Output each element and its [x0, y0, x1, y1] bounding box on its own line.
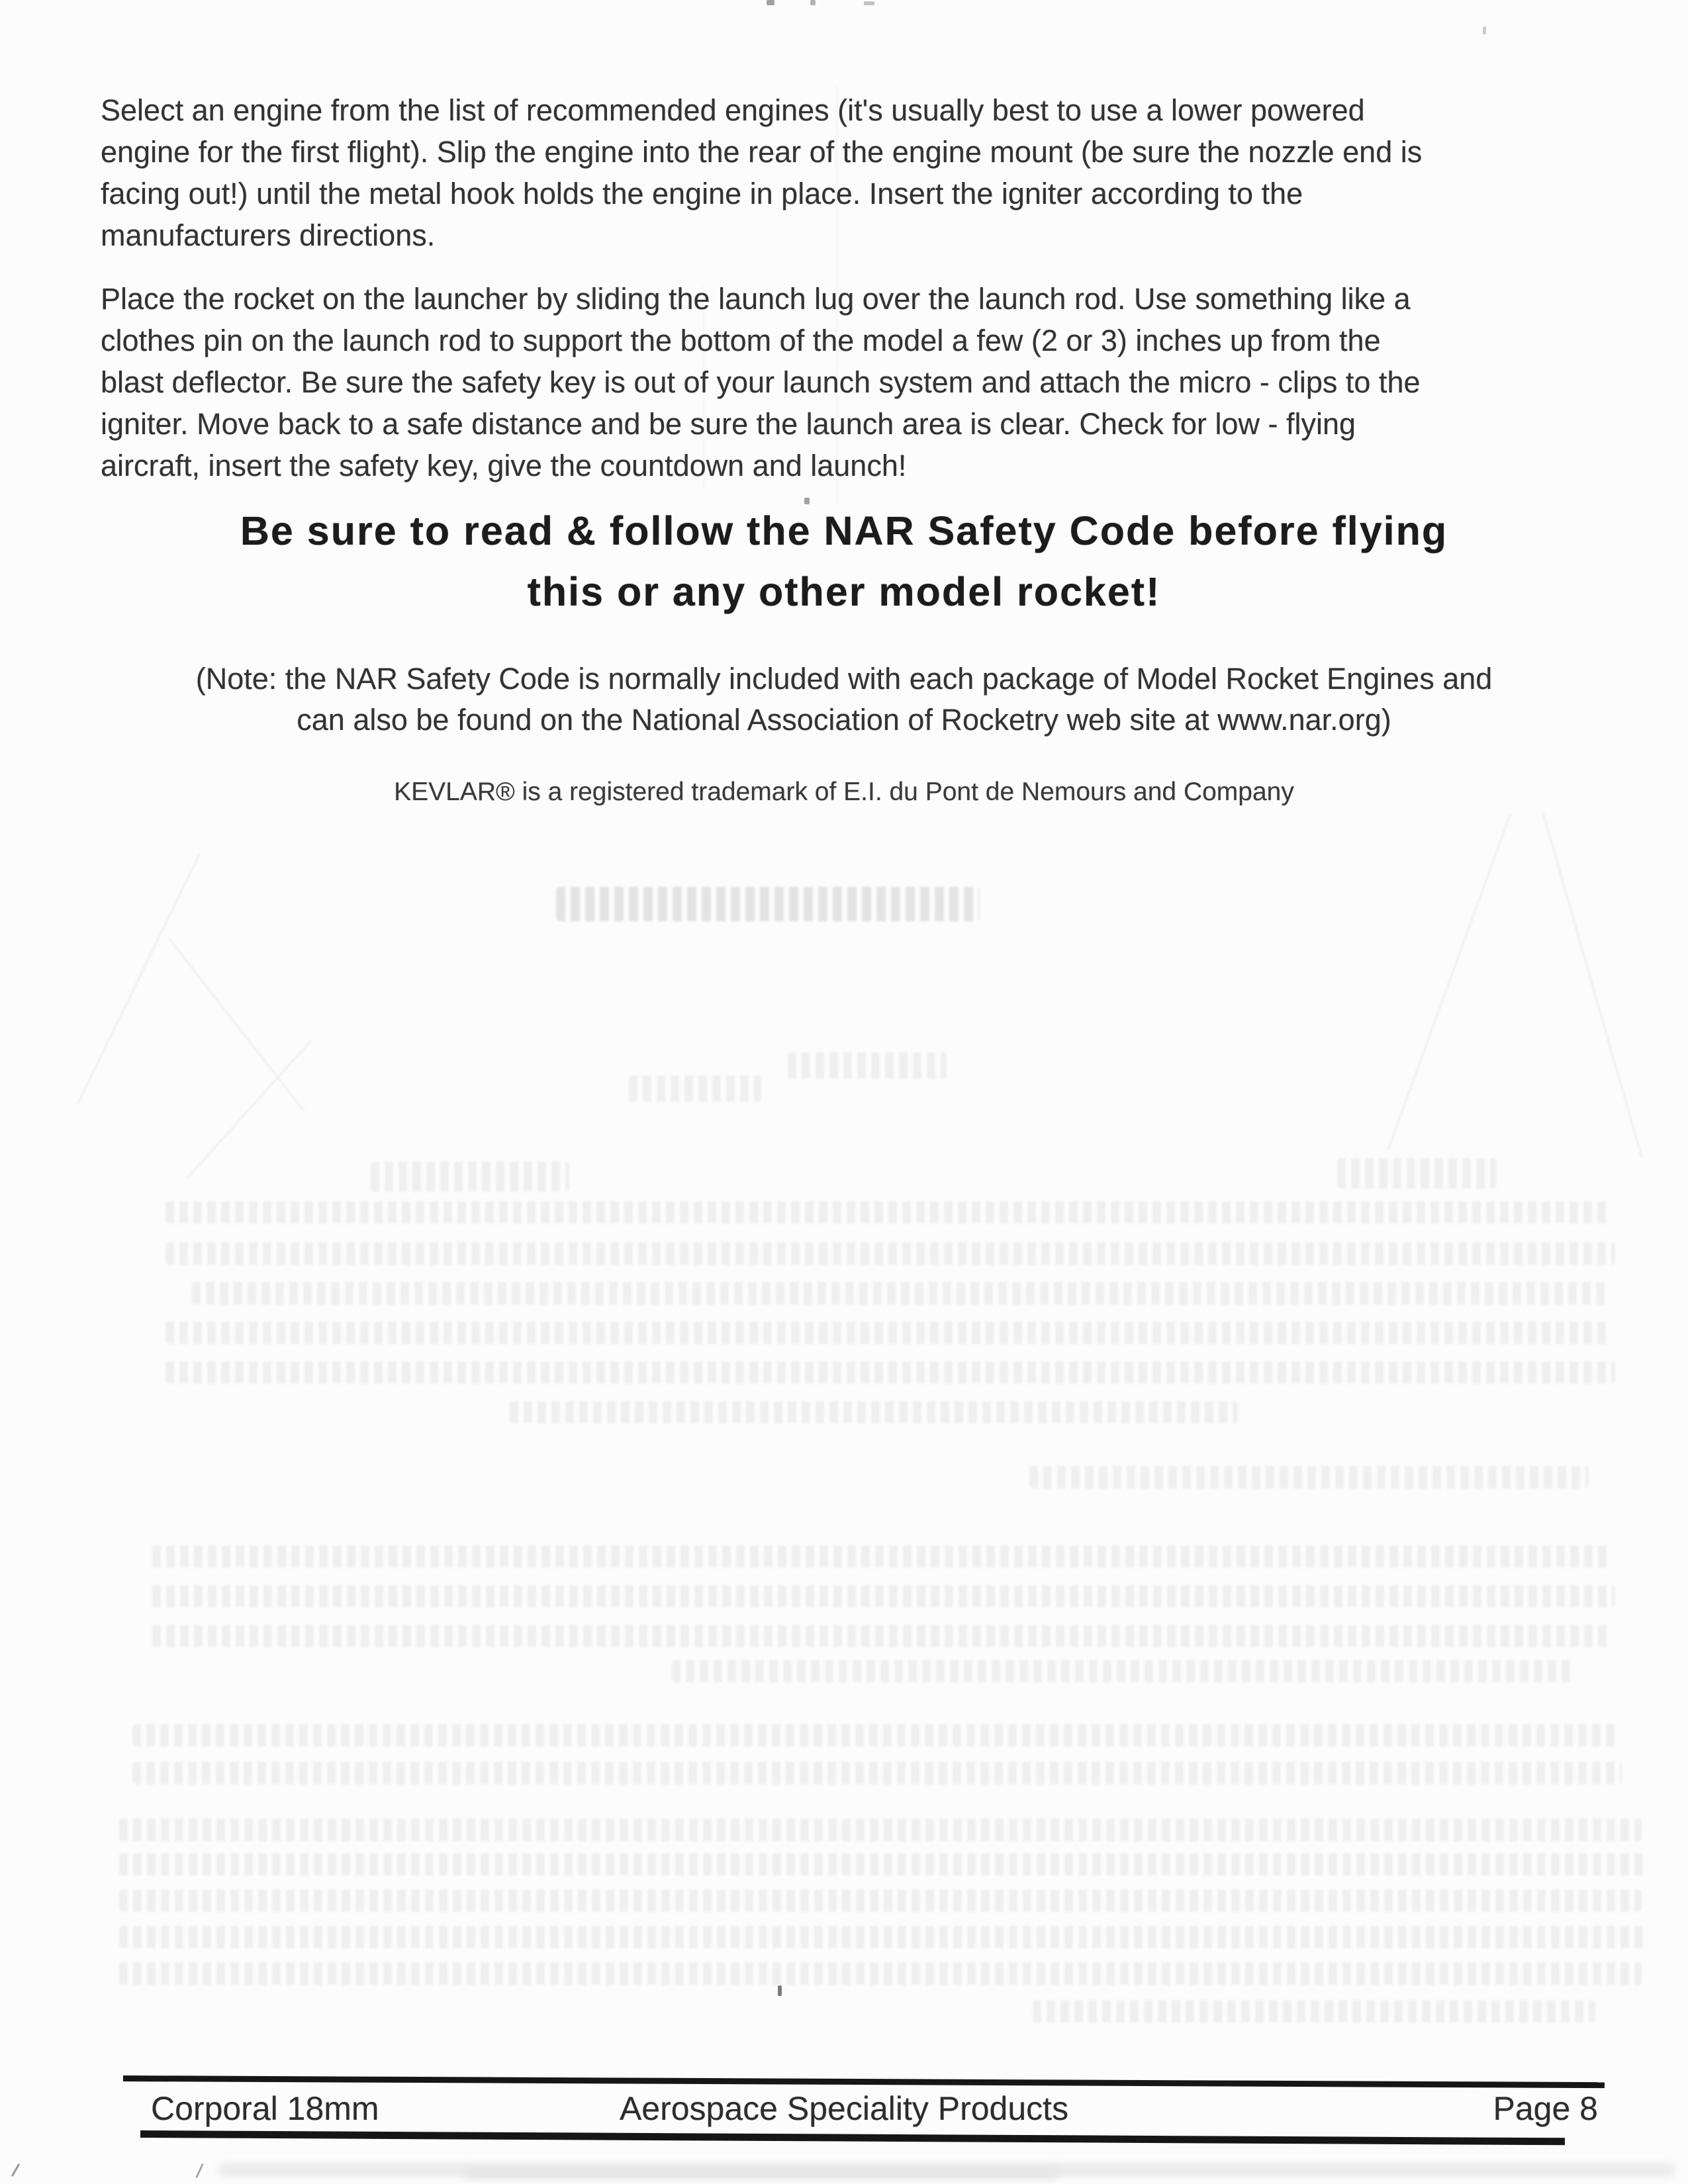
bleed-through-text-line: [1033, 2000, 1595, 2023]
scan-speck: [11, 2163, 21, 2177]
footer-top-rule: [123, 2075, 1605, 2088]
footer-page-number: Page 8: [1493, 2090, 1598, 2127]
bleed-through-diagram-line: [1387, 814, 1511, 1150]
bleed-through-text-line: [119, 1926, 1648, 1948]
bleed-through-text-line: [1029, 1466, 1589, 1488]
bleed-through-text-line: [165, 1322, 1609, 1344]
body-text-line: Select an engine from the list of recommended engines (it's usually best to use a lower powered: [101, 93, 1365, 127]
bleed-through-diagram-label: [629, 1075, 761, 1102]
bleed-through-text-line: [119, 1853, 1648, 1876]
bleed-through-text-line: [152, 1625, 1609, 1647]
bleed-through-diagram-label: [556, 887, 980, 921]
kevlar-trademark-line: KEVLAR® is a registered trademark of E.I. du Pont de Nemours and Company: [394, 778, 1294, 806]
bleed-through-diagram-line: [169, 938, 305, 1112]
safety-warning-heading: [0, 500, 1688, 622]
scan-speck: [778, 1985, 782, 1996]
bleed-through-text-line: [165, 1361, 1615, 1384]
bleed-through-text-line: [510, 1401, 1238, 1424]
bleed-through-diagram-label: [788, 1052, 947, 1079]
body-text-line: manufacturers directions.: [101, 218, 436, 252]
bleed-through-text-line: [152, 1545, 1609, 1568]
body-text-line: engine for the first flight). Slip the engine into the rear of the engine mount (be sure the nozzle end is: [101, 135, 1423, 169]
bleed-through-text-line: [132, 1724, 1615, 1747]
bleed-through-diagram-label: [371, 1161, 569, 1192]
safety-warning-heading-line2: this or any other model rocket!: [527, 569, 1161, 614]
bleed-through-text-line: [119, 1889, 1642, 1912]
scan-speck: [864, 1, 874, 5]
bleed-through-text-line: [165, 1242, 1615, 1265]
paragraph-engine-installation: [101, 89, 1422, 256]
body-text-line: igniter. Move back to a safe distance and be sure the launch area is clear. Check for low - flying: [101, 407, 1356, 441]
paragraph-launch-procedure: [101, 278, 1421, 486]
bleed-through-diagram-label: [1337, 1158, 1496, 1189]
note-line2: can also be found on the National Association of Rocketry web site at www.nar.org): [297, 703, 1391, 737]
footer-model-name: Corporal 18mm: [151, 2090, 379, 2127]
body-text-line: Place the rocket on the launcher by sliding the launch lug over the launch rod. Use something like a: [101, 282, 1411, 316]
bleed-through-text-line: [132, 1762, 1622, 1784]
bleed-through-text-line: [672, 1660, 1575, 1682]
body-text-line: clothes pin on the launch rod to support the bottom of the model a few (2 or 3) inches up from the: [101, 324, 1381, 357]
scan-speck: [810, 0, 816, 5]
note-line1: (Note: the NAR Safety Code is normally included with each package of Model Rocket Engines and: [195, 662, 1493, 696]
bleed-through-diagram-line: [1542, 813, 1643, 1158]
bleed-through-text-line: [152, 1585, 1615, 1608]
body-text-line: blast deflector. Be sure the safety key is out of your launch system and attach the micro - clips to the: [101, 365, 1421, 399]
nar-safety-code-note: [0, 659, 1688, 741]
bleed-through-diagram-line: [187, 1039, 313, 1178]
body-text-line: aircraft, insert the safety key, give the countdown and launch!: [101, 449, 907, 482]
body-text-line: facing out!) until the metal hook holds the engine in place. Insert the igniter according to the: [101, 177, 1303, 210]
scan-speck: [1483, 26, 1486, 34]
bleed-through-smudge: [463, 2167, 1059, 2179]
bleed-through-text-line: [119, 1962, 1642, 1985]
bleed-through-diagram-line: [77, 854, 201, 1105]
bleed-through-text-line: [119, 1819, 1642, 1841]
bleed-through-text-line: [192, 1282, 1609, 1304]
scan-speck: [195, 2163, 204, 2178]
footer-company-name: Aerospace Speciality Products: [619, 2090, 1069, 2127]
scan-speck: [767, 0, 774, 5]
bleed-through-text-line: [165, 1201, 1609, 1224]
safety-warning-heading-line1: Be sure to read & follow the NAR Safety Code before flying: [240, 508, 1448, 553]
footer-bottom-rule: [140, 2130, 1565, 2145]
